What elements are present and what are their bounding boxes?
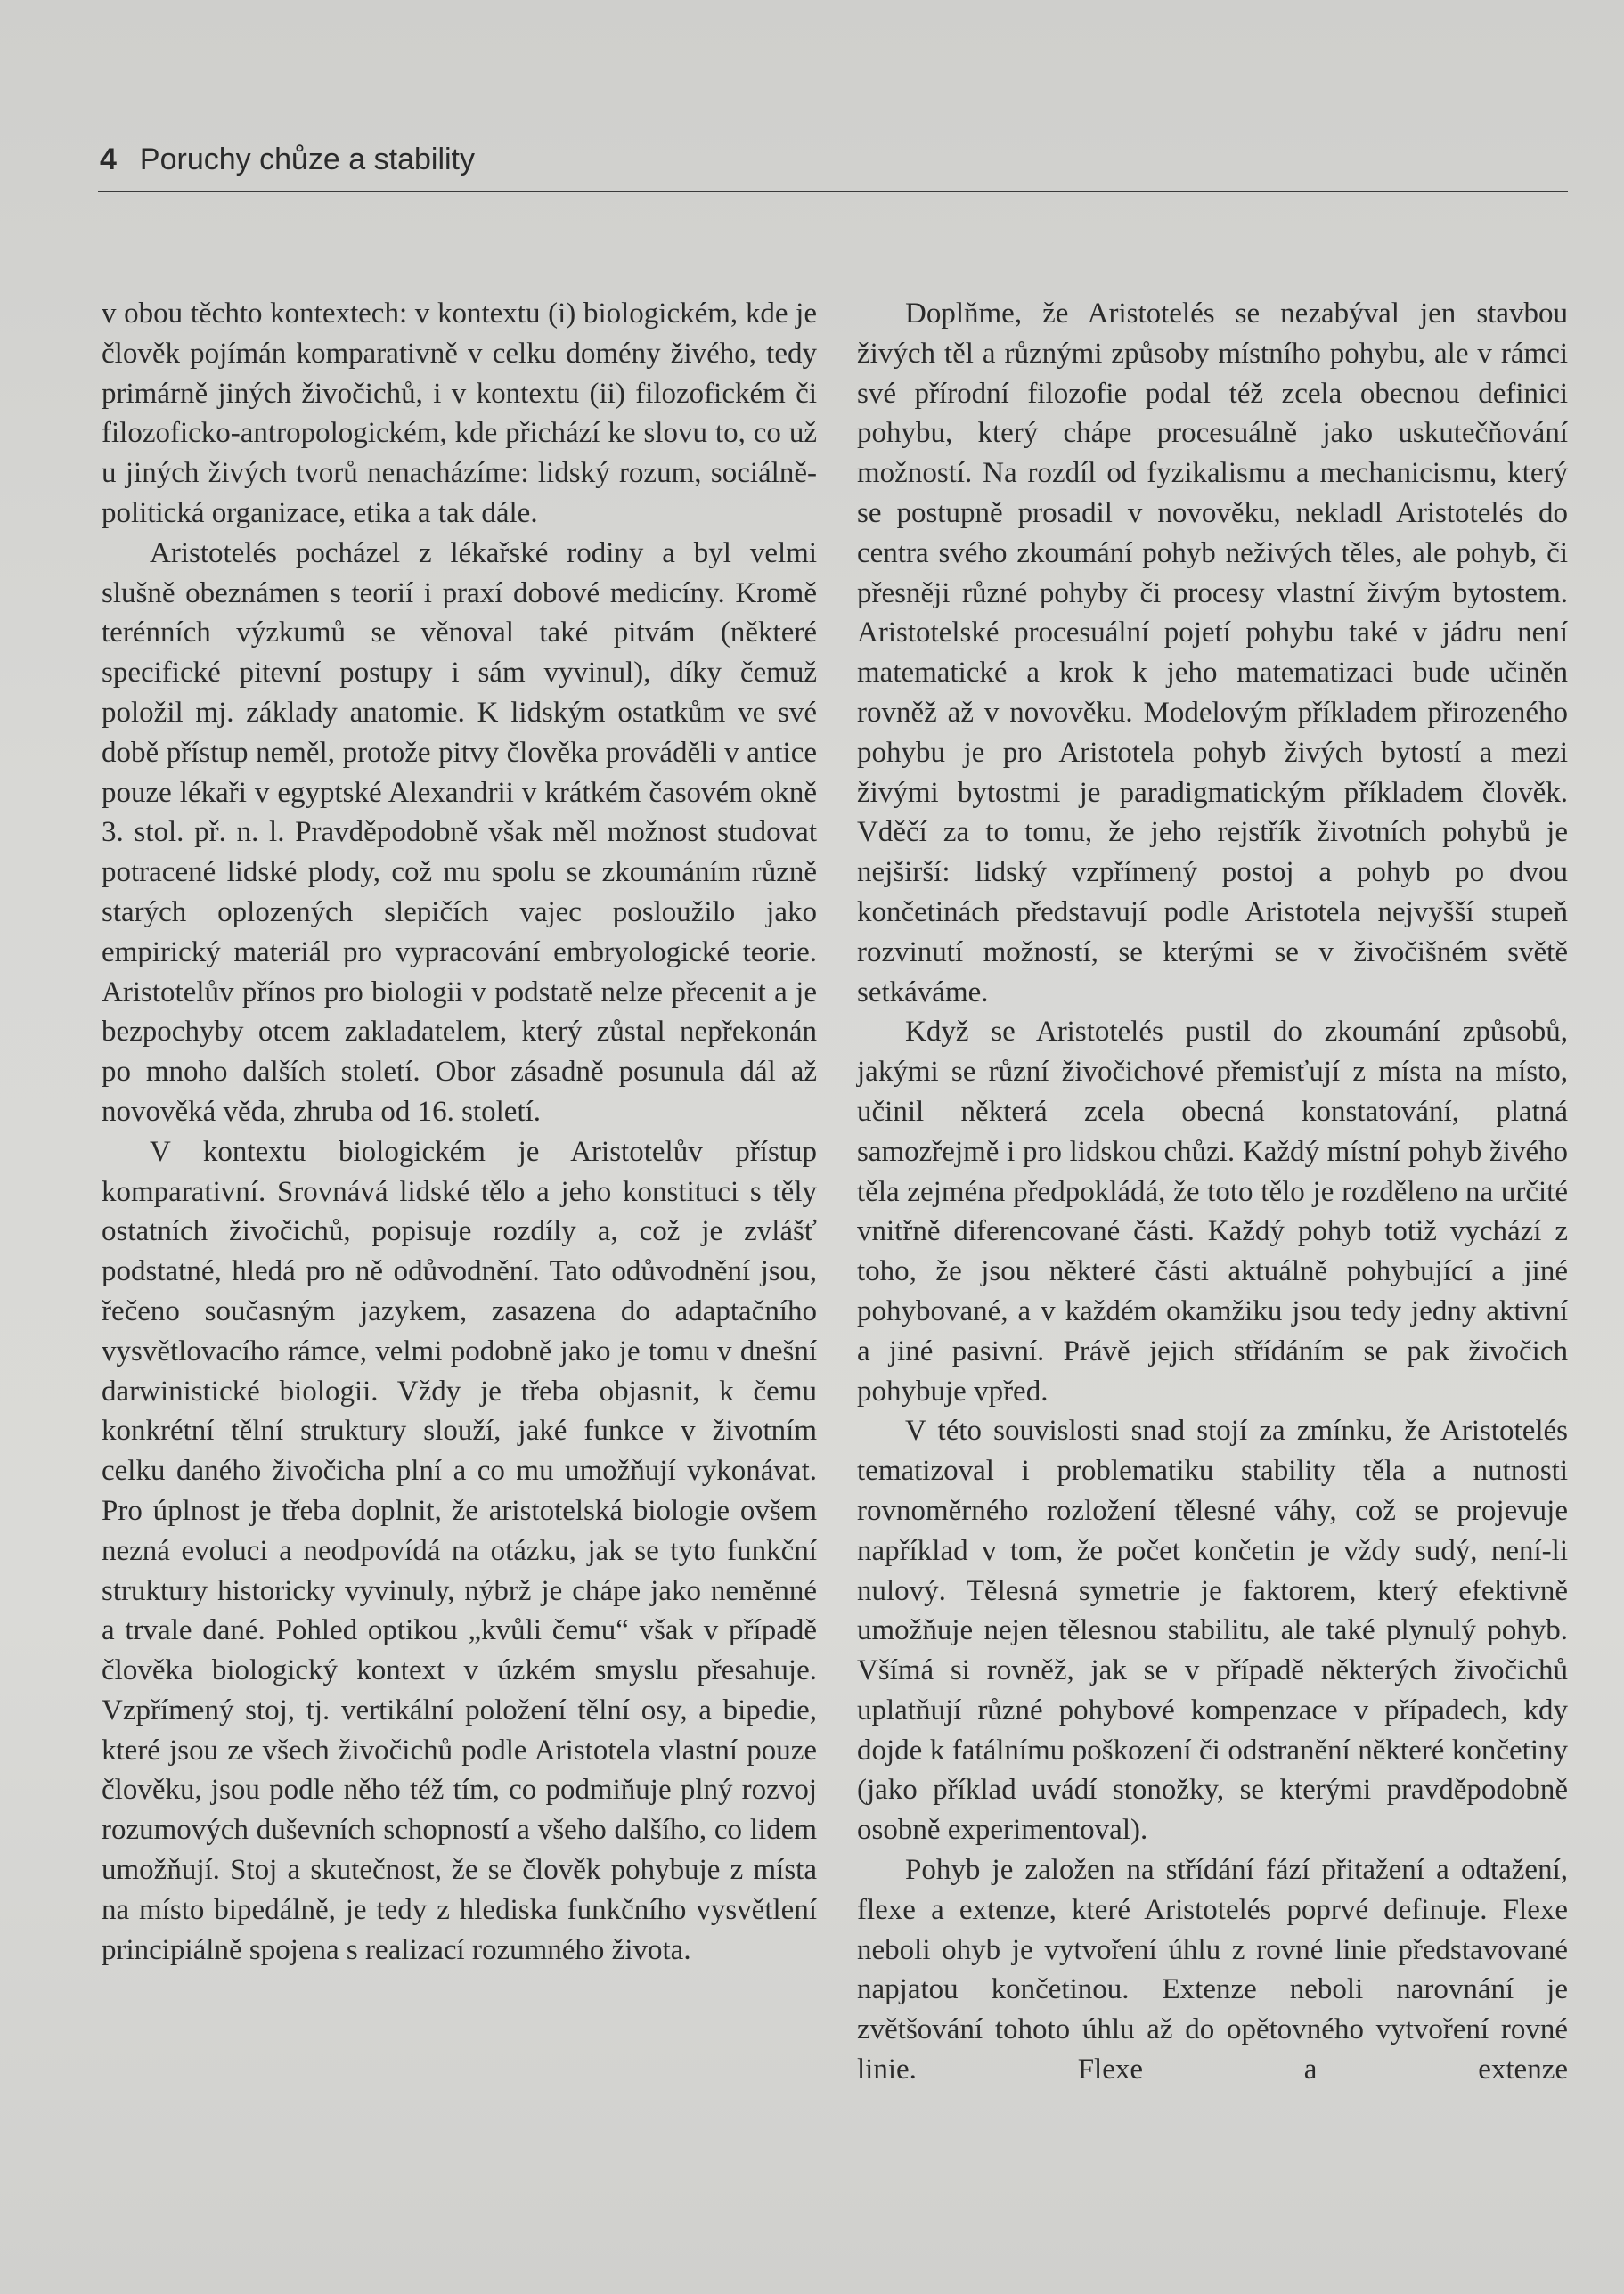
running-head	[100, 143, 1568, 196]
paragraph: Pohyb je založen na střídání fází přitažení a odtažení, flexe a extenze, které Aristotelés poprvé definuje. Flexe neboli ohyb je vytvoření úhlu z rovné linie představované napjatou končetinou. Extenze neboli narovnání je zvětšování tohoto úhlu až do opětovného vytvoření rovné linie. Flexe a extenze	[857, 1854, 1568, 2086]
chapter-title: Poruchy chůze a stability	[139, 143, 475, 176]
paragraph: Doplňme, že Aristotelés se nezabýval jen stavbou živých těl a různými způsoby místního pohybu, ale v rámci své přírodní filozofie podal též zcela obecnou definici pohybu, který chápe procesuálně jako uskutečňování možností. Na rozdíl od fyzikalismu a mechanicismu, který se postupně prosadil v novověku, nekladl Aristotelés do centra svého zkoumání pohyb neživých těles, ale pohyb, či přesněji různé pohyby či procesy vlastní živým bytostem. Aristotelské procesuální pojetí pohybu také v jádru není matematické a krok k jeho matematizaci bude učiněn rovněž až v novověku. Modelovým příkladem přirozeného pohybu je pro Aristotela pohyb živých bytostí a mezi živými bytostmi je paradigmatickým příkladem člověk. Vděčí za to tomu, že jeho rejstřík životních pohybů je nejširší: lidský vzpřímený postoj a pohyb po dvou končetinách představují podle Aristotela nejvyšší stupeň rozvinutí možností, se kterými se v živočišném světě setkáváme.	[857, 298, 1568, 1008]
paragraph: V kontextu biologickém je Aristotelův přístup komparativní. Srovnává lidské tělo a jeho konstituci s těly ostatních živočichů, popisuje rozdíly a, což je zvlášť podstatné, hledá pro ně odůvodnění. Tato odůvodnění jsou, řečeno současným jazykem, zasazena do adaptačního vysvětlovacího rámce, velmi podobně jako je tomu v dnešní darwinistické biologii. Vždy je třeba objasnit, k čemu konkrétní tělní struktury slouží, jaké funkce v životním celku daného živočicha plní a co mu umožňují vykonávat. Pro úplnost je třeba doplnit, že aristotelská biologie ovšem nezná evoluci a neodpovídá na otázku, jak se tyto funkční struktury historicky vyvinuly, nýbrž je chápe jako neměnné a trvale dané. Pohled optikou „kvůli čemu“ však v případě člověka biologický kontext v úzkém smyslu přesahuje. Vzpřímený stoj, tj. vertikální položení tělní osy, a bipedie, které jsou ze všech živočichů podle Aristotela vlastní pouze člověku, jsou podle něho též tím, co podmiňuje plný rozvoj rozumových duševních schopností a všeho dalšího, co lidem umožňují. Stoj a skutečnost, že se člověk pohybuje z místa na místo bipedálně, je tedy z hlediska funkčního vysvětlení principiálně spojena s realizací rozumného života.	[102, 1135, 817, 1966]
paragraph: Když se Aristotelés pustil do zkoumání způsobů, jakými se různí živočichové přemisťují z místa na místo, učinil některá zcela obecná konstatování, platná samozřejmě i pro lidskou chůzi. Každý místní pohyb živého těla zejména předpokládá, že toto tělo je rozděleno na určité vnitřně diferencované části. Každý pohyb totiž vychází z toho, že jsou některé části aktuálně pohybující a jiné pohybované, a v každém okamžiku jsou tedy jedny aktivní a jiné pasivní. Právě jejich střídáním se pak živočich pohybuje vpřed.	[857, 1016, 1568, 1408]
right-column	[857, 294, 1568, 2090]
paragraph: v obou těchto kontextech: v kontextu (i) biologickém, kde je člověk pojímán komparativně v celku domény živého, tedy primárně jiných živočichů, i v kontextu (ii) filozofickém či filozoficko-antropologickém, kde přichází ke slovu to, co už u jiných živých tvorů nenacházíme: lidský rozum, sociálně-politická organizace, etika a tak dále.	[102, 298, 817, 529]
header-rule	[98, 191, 1568, 192]
left-column	[102, 294, 817, 1970]
paragraph: Aristotelés pocházel z lékařské rodiny a byl velmi slušně obeznámen s teorií i praxí dobové medicíny. Kromě terénních výzkumů se věnoval také pitvám (některé specifické pitevní postupy i sám vyvinul), díky čemuž položil mj. základy anatomie. K lidským ostatkům ve své době přístup neměl, protože pitvy člověka prováděli v antice pouze lékaři v egyptské Alexandrii v krátkém časovém okně 3. stol. př. n. l. Pravděpodobně však měl možnost studovat potracené lidské plody, což mu spolu se zkoumáním různě starých oplozených slepičích vajec posloužilo jako empirický materiál pro vypracování embryologické teorie. Aristotelův přínos pro biologii v podstatě nelze přecenit a je bezpochyby otcem zakladatelem, který zůstal nepřekonán po mnoho dalších století. Obor zásadně posunula dál až novověká věda, zhruba od 16. století.	[102, 536, 817, 1128]
page-number: 4	[100, 143, 117, 176]
paragraph: V této souvislosti snad stojí za zmínku, že Aristotelés tematizoval i problematiku stability těla a nutnosti rovnoměrného rozložení tělesné váhy, což se projevuje například v tom, že počet končetin je vždy sudý, není-li nulový. Tělesná symetrie je faktorem, který efektivně umožňuje nejen tělesnou stabilitu, ale také plynulý pohyb. Všímá si rovněž, jak se v případě některých živočichů uplatňují různé pohybové kompenzace v případech, kdy dojde k fatálnímu poškození či odstranění některé končetiny (jako příklad uvádí stonožky, se kterými pravděpodobně osobně experimentoval).	[857, 1415, 1568, 1847]
